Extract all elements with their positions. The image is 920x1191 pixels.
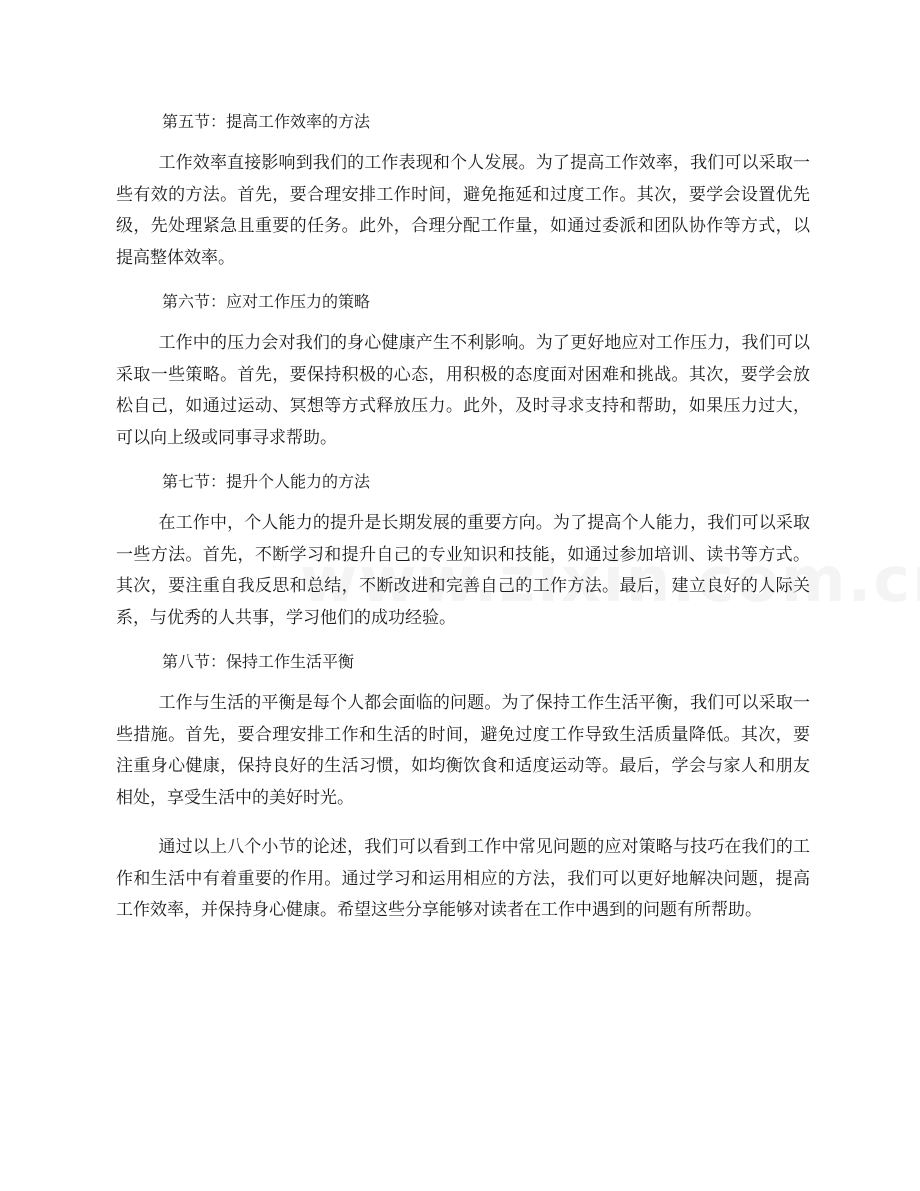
section-heading-6: 第六节：应对工作压力的策略 xyxy=(162,292,371,311)
document-content xyxy=(116,104,810,927)
section-body-6: 工作中的压力会对我们的身心健康产生不利影响。为了更好地应对工作压力，我们可以采取一些策略。首先，要保持积极的心态，用积极的态度面对困难和挑战。其次，要学会放松自己，如通过运动、冥想等方式释放压力。此外，及时寻求支持和帮助，如果压力过大，可以向上级或同事寻求帮助。 xyxy=(116,333,810,448)
conclusion-paragraph: 通过以上八个小节的论述，我们可以看到工作中常见问题的应对策略与技巧在我们的工作和生活中有着重要的作用。通过学习和运用相应的方法，我们可以更好地解决问题，提高工作效率，并保持身心健康。希望这些分享能够对读者在工作中遇到的问题有所帮助。 xyxy=(116,837,810,920)
section-heading-8: 第八节：保持工作生活平衡 xyxy=(162,652,355,671)
section-body-5: 工作效率直接影响到我们的工作表现和个人发展。为了提高工作效率，我们可以采取一些有效的方法。首先，要合理安排工作时间，避免拖延和过度工作。其次，要学会设置优先级，先处理紧急且重要的任务。此外，合理分配工作量，如通过委派和团队协作等方式，以提高整体效率。 xyxy=(116,153,810,268)
section-heading-5: 第五节：提高工作效率的方法 xyxy=(162,112,371,131)
section-body-8: 工作与生活的平衡是每个人都会面临的问题。为了保持工作生活平衡，我们可以采取一些措施。首先，要合理安排工作和生活的时间，避免过度工作导致生活质量降低。其次，要注重身心健康，保持良好的生活习惯，如均衡饮食和适度运动等。最后，学会与家人和朋友相处，享受生活中的美好时光。 xyxy=(116,693,810,808)
section-body-7: 在工作中，个人能力的提升是长期发展的重要方向。为了提高个人能力，我们可以采取一些方法。首先，不断学习和提升自己的专业知识和技能，如通过参加培训、读书等方式。其次，要注重自我反思和总结，不断改进和完善自己的工作方法。最后，建立良好的人际关系，与优秀的人共事，学习他们的成功经验。 xyxy=(116,513,810,628)
section-heading-7: 第七节：提升个人能力的方法 xyxy=(162,472,371,491)
